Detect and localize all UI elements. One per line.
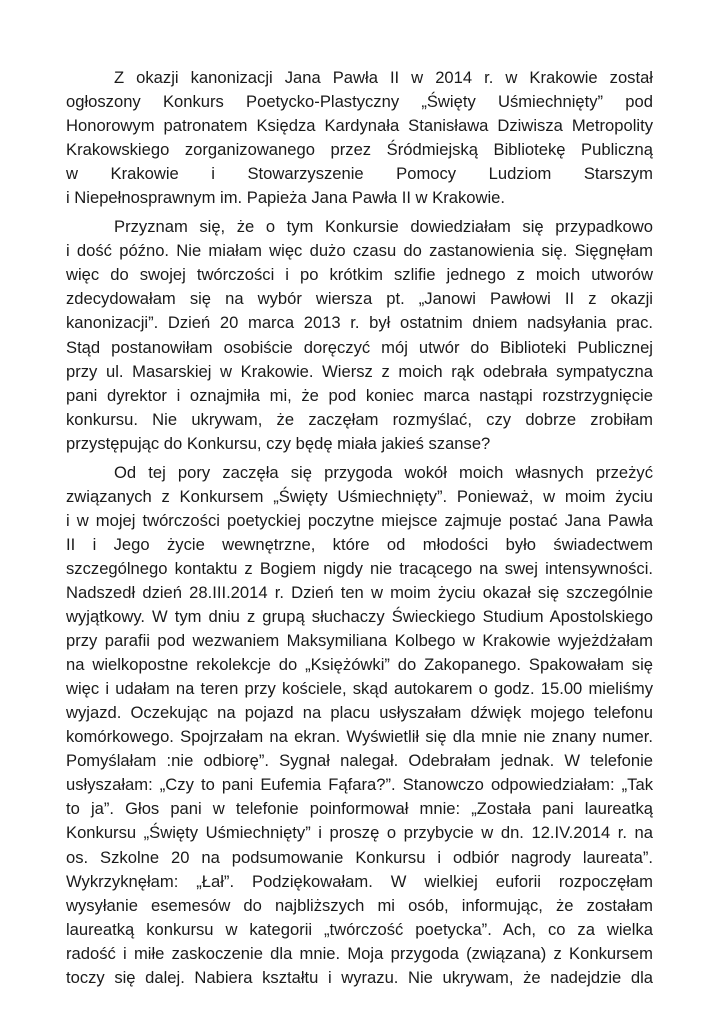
text-line: i w mojej twórczości poetyckiej poczytne miejsce zajmuje postać Jana Pawła (66, 510, 653, 530)
text-line: Pomyślałam :nie odbiorę”. Sygnał nalegał. Odebrałam jednak. W telefonie (66, 751, 653, 771)
text-line: i Niepełnosprawnym im. Papieża Jana Pawła II w Krakowie. (66, 188, 506, 208)
text-line: komórkowego. Spojrzałam na ekran. Wyświetlił się dla mnie nie znany numer. (66, 727, 653, 747)
text-line: Stąd postanowiłam osobiście doręczyć mój utwór do Biblioteki Publicznej (66, 337, 653, 357)
text-line: toczy się dalej. Nabiera kształtu i wyrazu. Nie ukrywam, że nadejdzie dla (66, 967, 653, 987)
text-line: Honorowym patronatem Księdza Kardynała Stanisława Dziwisza Metropolity (66, 116, 653, 136)
text-line: więc do swojej twórczości i po krótkim szlifie jednego z moich utworów (66, 265, 653, 285)
text-line: konkursu. Nie ukrywam, że zaczęłam rozmyślać, czy dobrze zrobiłam (66, 409, 653, 429)
text-line: Przyznam się, że o tym Konkursie dowiedziałam się przypadkowo (114, 217, 653, 237)
text-line: to ja”. Głos pani w telefonie poinformował mnie: „Została pani laureatką (66, 799, 653, 819)
text-line: pani dyrektor i oznajmiła mi, że pod koniec marca nastąpi rozstrzygnięcie (66, 385, 653, 405)
paragraph-3 (66, 461, 653, 990)
text-line: laureatką konkursu w kategorii „twórczość poetycka”. Ach, co za wielka (66, 919, 653, 939)
text-line: usłyszałam: „Czy to pani Eufemia Fąfara?”. Stanowczo odpowiedziałam: „Tak (66, 775, 653, 795)
text-line: kanonizacji”. Dzień 20 marca 2013 r. był ostatnim dniem nadsyłania prac. (66, 313, 653, 333)
text-line: na wielkopostne rekolekcje do „Księżówki” do Zakopanego. Spakowałam się (66, 655, 653, 675)
text-line: więc i udałam na teren przy kościele, skąd autokarem o godz. 15.00 mieliśmy (66, 679, 653, 699)
text-line: Nadszedł dzień 28.III.2014 r. Dzień ten w moim życiu okazał się szczególnie (66, 582, 653, 602)
paragraph-1 (66, 66, 653, 210)
text-line: Krakowskiego zorganizowanego przez Śródmiejską Bibliotekę Publiczną (66, 140, 653, 160)
text-line: II i Jego życie wewnętrzne, które od młodości było świadectwem (66, 534, 653, 554)
text-line: wyjątkowy. W tym dniu z grupą słuchaczy Świeckiego Studium Apostolskiego (66, 607, 653, 627)
document-body (66, 66, 653, 995)
text-line: os. Szkolne 20 na podsumowanie Konkursu i odbiór nagrody laureata”. (66, 847, 653, 867)
text-line: przy parafii pod wezwaniem Maksymiliana Kolbego w Krakowie wyjeżdżałam (66, 631, 653, 651)
text-line: wyjazd. Oczekując na pojazd na placu usłyszałam dźwięk mojego telefonu (66, 703, 653, 723)
text-line: Konkursu „Święty Uśmiechnięty” i proszę o przybycie w dn. 12.IV.2014 r. na (66, 823, 653, 843)
text-line: zdecydowałam się na wybór wiersza pt. „Janowi Pawłowi II z okazji (66, 289, 653, 309)
text-line: ogłoszony Konkurs Poetycko-Plastyczny „Święty Uśmiechnięty” pod (66, 92, 653, 112)
text-line: Wykrzyknęłam: „Łał”. Podziękowałam. W wielkiej euforii rozpoczęłam (66, 871, 653, 891)
text-line: szczególnego kontaktu z Bogiem nigdy nie tracącego na swej intensywności. (66, 558, 653, 578)
text-line: przy ul. Masarskiej w Krakowie. Wiersz z moich rąk odebrała sympatyczna (66, 361, 653, 381)
text-line: i dość późno. Nie miałam więc dużo czasu do zastanowienia się. Sięgnęłam (66, 241, 653, 261)
text-line: w Krakowie i Stowarzyszenie Pomocy Ludziom Starszym (66, 164, 653, 184)
paragraph-2 (66, 215, 653, 455)
text-line: radość i miłe zaskoczenie dla mnie. Moja przygoda (związana) z Konkursem (66, 943, 653, 963)
text-line: Od tej pory zaczęła się przygoda wokół moich własnych przeżyć (114, 462, 653, 482)
text-line: Z okazji kanonizacji Jana Pawła II w 2014 r. w Krakowie został (114, 68, 653, 87)
text-line: przystępując do Konkursu, czy będę miała jakieś szanse? (66, 433, 491, 453)
text-line: związanych z Konkursem „Święty Uśmiechnięty”. Ponieważ, w moim życiu (66, 486, 653, 506)
text-line: wysyłanie esemesów do najbliższych mi osób, informując, że zostałam (66, 895, 653, 915)
